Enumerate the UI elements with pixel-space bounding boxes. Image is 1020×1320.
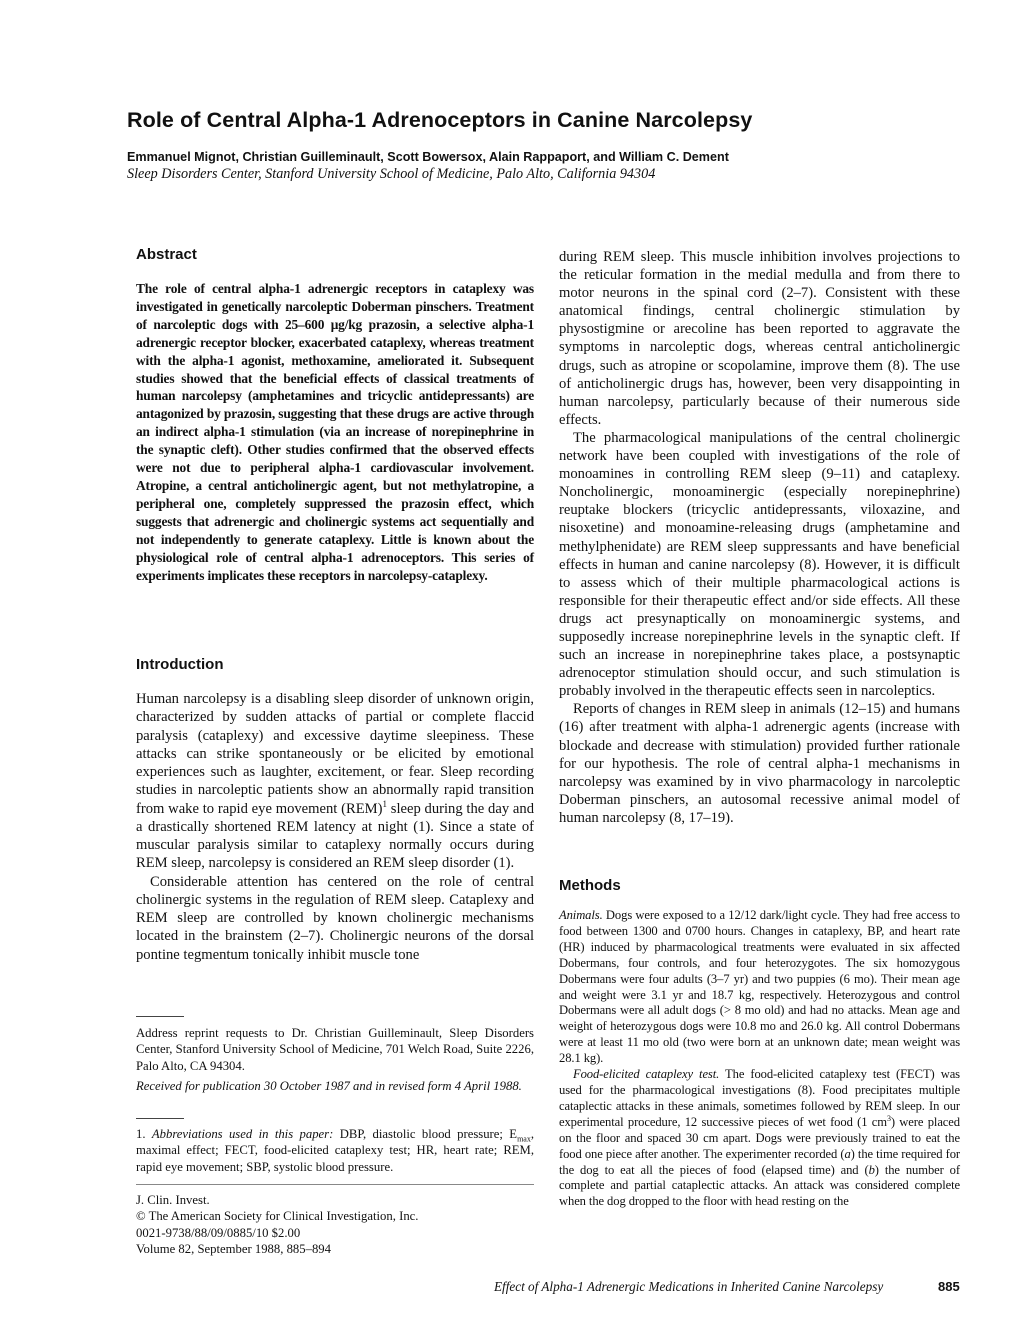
affiliation: Sleep Disorders Center, Stanford University School of Medicine, Palo Alto, California 94304 xyxy=(127,166,656,182)
introduction-heading: Introduction xyxy=(136,656,224,673)
article-title: Role of Central Alpha-1 Adrenoceptors in Canine Narcolepsy xyxy=(127,108,753,132)
intro-paragraph-3: The pharmacological manipulations of the central cholinergic network have been coupled with investigations of the role of monoamines in controlling REM sleep (9–11) and cataplexy. Noncholinergic, monoaminergic (especially norepinephrine) reuptake blockers (tricyclic antidepressants, viloxazine, and nisoxetine) and monoamine-releasing drugs (amphetamine and methylphenidate) are REM sleep suppressants and have beneficial effects in human and canine narcolepsy (8). However, it is difficult to assess which of their multiple pharmacological actions is responsible for their therapeutic effect and/or side effects. All these drugs act presynaptically on monoaminergic systems, and supposedly increase norepinephrine levels in the synaptic cleft. If such an increase in norepinephrine takes place, a postsynaptic adrenoceptor stimulation should occur, and such stimulation is probably involved in the therapeutic effects seen in narcoleptics. xyxy=(559,429,960,700)
abstract-paragraph: The role of central alpha-1 adrenergic receptors in cataplexy was investigated in genetically narcoleptic Doberman pinschers. Treatment of narcoleptic dogs with 25–600 μg/kg prazosin, a selective alpha-1 adrenergic receptor blocker, exacerbated cataplexy, whereas treatment with the alpha-1 agonist, methoxamine, ameliorated it. Subsequent studies showed that the beneficial effects of classical treatments of human narcolepsy (amphetamines and tricyclic antidepressants) are antagonized by prazosin, suggesting that these drugs are active through an indirect alpha-1 stimulation (via an increase of norepinephrine in the synaptic cleft). Other studies confirmed that the observed effects were not due to peripheral alpha-1 cardiovascular involvement. Atropine, a central anticholinergic agent, but not methylatropine, a peripheral one, completely suppressed the prazosin effect, which suggests that adrenergic and cholinergic systems act sequentially and not independently to generate cataplexy. Little is known about the physiological role of central alpha-1 adrenoceptors. This series of experiments implicates these receptors in narcolepsy-cataplexy. xyxy=(136,281,534,583)
intro-paragraph-2: Considerable attention has centered on the role of central cholinergic systems in the regulation of REM sleep. Cataplexy and REM sleep are controlled by known cholinergic mechanisms located in the brainstem (2–7). Cholinergic neurons of the dorsal pontine tegmentum tonically inhibit muscle tone xyxy=(136,873,534,963)
intro-paragraph-1: Human narcolepsy is a disabling sleep disorder of unknown origin, characterized by sudden attacks of partial or complete flaccid paralysis (cataplexy) and excessive daytime sleepiness. These attacks can strike spontaneously or be elicited by emotional experiences such as laughter, excitement, or fear. Sleep recording studies in narcoleptic patients show an abnormally rapid transition from wake to rapid eye movement (REM)$^1$ sleep during the day and a drastically shortened REM latency at night (1). Since a state of muscular paralysis similar to cataplexy normally occurs during REM sleep, narcolepsy is considered an REM sleep disorder (1). xyxy=(136,691,534,872)
abstract-text xyxy=(136,280,534,584)
introduction-text xyxy=(136,690,534,964)
methods-animals-paragraph: Animals. Dogs were exposed to a 12/12 dark/light cycle. They had free access to food between 1300 and 0700 hours. Changes in cataplexy, BP, and heart rate (HR) induced by pharmacological treatments were evaluated in six affected Dobermans, four controls, and four heterozygotes. The six homozygous Dobermans were four adults (3–7 yr) and two puppies (6 mo). Their mean age and weight were 3.1 yr and 18.7 kg, respectively. Heterozygous and control Dobermans were all adult dogs (> 8 mo old) and had no attacks. Mean age and weight of heterozygous dogs were 10.8 mo and 26.0 kg. All control Dobermans were at least 11 mo old (two were born at an unknown date; mean weight was 28.1 kg). xyxy=(559,908,960,1066)
journal-copyright: © The American Society for Clinical Investigation, Inc. xyxy=(136,1209,419,1224)
journal-name: J. Clin. Invest. xyxy=(136,1193,210,1207)
correspondence-address: Address reprint requests to Dr. Christian Guilleminault, Sleep Disorders Center, Stanford University School of Medicine, 701 Welch Road, Suite 2226, Palo Alto, CA 94304. xyxy=(136,1026,534,1073)
animals-subheading: Animals. xyxy=(559,908,603,922)
abbreviations-footnote: 1. Abbreviations used in this paper: DBP, diastolic blood pressure; $E_{max}$, maximal effect; FECT, food-elicited cataplexy test; HR, heart rate; REM, rapid eye movement; SBP, systolic blood pressure. xyxy=(136,1127,535,1174)
fect-subheading: Food-elicited cataplexy test. xyxy=(573,1067,720,1082)
methods-fect-paragraph: Food-elicited cataplexy test. The food-elicited cataplexy test (FECT) was used for the pharmacological investigations (8). Food precipitates multiple cataplectic attacks in these animals, sometimes followed by REM sleep. In our experimental procedure, 12 successive pieces of wet food (1 $cm^3$) were placed on the floor and spaced 30 cm apart. Dogs were previously trained to eat the food one piece after another. The experimenter recorded (a) the time required for the dog to eat all the pieces of food (elapsed time) and (b) the number of complete and partial cataplectic attacks. An attack was considered complete when the dog dropped to the floor with head resting on the xyxy=(559,1067,960,1209)
footnote-ref: 1 xyxy=(382,798,387,809)
journal-code: 0021-9738/88/09/0885/10 $2.00 xyxy=(136,1225,301,1240)
methods-heading: Methods xyxy=(559,877,621,894)
methods-text xyxy=(559,908,960,1210)
footnote-divider xyxy=(136,1118,184,1119)
intro-paragraph-4: Reports of changes in REM sleep in animals (12–15) and humans (16) after treatment with alpha-1 adrenergic agents (increase with blockade and decrease with stimulation) provided further rationale for our hypothesis. The role of central alpha-1 mechanisms in narcolepsy was examined by in vivo pharmacology in narcoleptic Doberman pinschers, an autosomal recessive animal model of human narcolepsy (8, 17–19). xyxy=(559,701,960,826)
author-list: Emmanuel Mignot, Christian Guilleminault, Scott Bowersox, Alain Rappaport, and William C. Dement xyxy=(127,150,729,164)
page-number: 885 xyxy=(938,1279,960,1294)
footnote-divider xyxy=(136,1184,534,1185)
received-dates: Received for publication 30 October 1987 and in revised form 4 April 1988. xyxy=(136,1079,522,1093)
running-head: Effect of Alpha-1 Adrenergic Medications in Inherited Canine Narcolepsy xyxy=(494,1279,884,1294)
journal-volume: Volume 82, September 1988, 885–894 xyxy=(136,1242,331,1257)
intro-paragraph-2-continued: during REM sleep. This muscle inhibition involves projections to the reticular formation in the medial medulla and from there to motor neurons in the spinal cord (2–7). Consistent with these anatomical findings, central cholinergic stimulation by physostigmine or arecoline has been reported to aggravate the symptoms in narcoleptic dogs, whereas central anticholinergic drugs, such as atropine or scopolamine, improve them (8). The use of anticholinergic drugs has, however, been very disappointing in human narcolepsy, particularly because of their numerous side effects. xyxy=(559,249,960,428)
introduction-continued xyxy=(559,248,960,827)
abstract-heading: Abstract xyxy=(136,246,197,263)
footnote-divider xyxy=(136,1016,184,1017)
journal-info xyxy=(136,1192,534,1258)
